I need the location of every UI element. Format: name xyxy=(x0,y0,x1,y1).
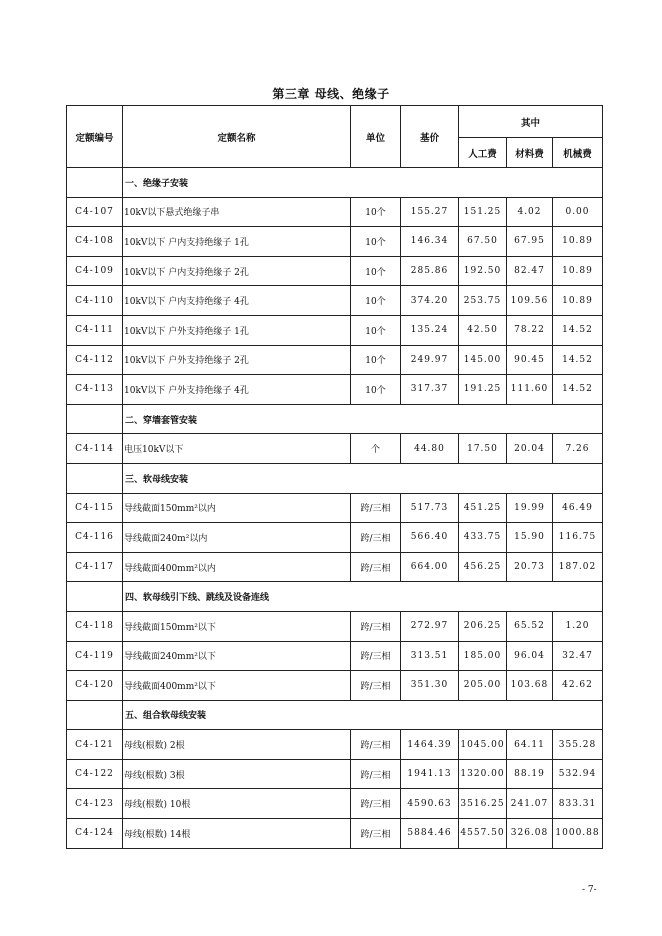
cell-material: 241.07 xyxy=(507,789,553,819)
cell-machinery: 833.31 xyxy=(553,789,603,819)
header-machinery: 机械费 xyxy=(553,138,603,168)
cell-unit: 跨/三相 xyxy=(351,611,401,641)
cell-material: 109.56 xyxy=(507,286,553,316)
quota-table xyxy=(66,105,603,849)
cell-base-price: 5884.46 xyxy=(401,819,459,849)
cell-machinery: 14.52 xyxy=(553,315,603,345)
cell-labor: 67.50 xyxy=(459,227,507,257)
header-code: 定额编号 xyxy=(67,106,123,168)
section-title: 四、软母线引下线、跳线及设备连线 xyxy=(123,582,603,612)
cell-labor: 456.25 xyxy=(459,552,507,582)
cell-unit: 10个 xyxy=(351,227,401,257)
cell-unit: 10个 xyxy=(351,256,401,286)
cell-labor: 185.00 xyxy=(459,641,507,671)
cell-code: C4-124 xyxy=(67,819,123,849)
section-title: 一、绝缘子安装 xyxy=(123,168,603,198)
cell-code: C4-112 xyxy=(67,345,123,375)
cell-base-price: 272.97 xyxy=(401,611,459,641)
header-base-price: 基价 xyxy=(401,106,459,168)
cell-machinery: 42.62 xyxy=(553,671,603,701)
cell-material: 15.90 xyxy=(507,523,553,553)
header-name: 定额名称 xyxy=(123,106,351,168)
table-row xyxy=(67,730,603,760)
cell-machinery: 32.47 xyxy=(553,641,603,671)
table-row xyxy=(67,611,603,641)
table-row xyxy=(67,493,603,523)
cell-code: C4-117 xyxy=(67,552,123,582)
cell-name: 导线截面240mm²以下 xyxy=(123,641,351,671)
cell-unit: 10个 xyxy=(351,375,401,405)
table-row xyxy=(67,345,603,375)
cell-code: C4-119 xyxy=(67,641,123,671)
table-row xyxy=(67,819,603,849)
table-body xyxy=(67,168,603,849)
cell-labor: 433.75 xyxy=(459,523,507,553)
cell-material: 20.73 xyxy=(507,552,553,582)
table-row xyxy=(67,552,603,582)
cell-unit: 跨/三相 xyxy=(351,759,401,789)
cell-material: 111.60 xyxy=(507,375,553,405)
cell-name: 10kV以下 户外支持绝缘子 1孔 xyxy=(123,315,351,345)
cell-name: 导线截面240m²以内 xyxy=(123,523,351,553)
cell-base-price: 351.30 xyxy=(401,671,459,701)
cell-machinery: 10.89 xyxy=(553,227,603,257)
section-row xyxy=(67,404,603,434)
section-title: 五、组合软母线安装 xyxy=(123,700,603,730)
section-code-cell xyxy=(67,463,123,493)
cell-code: C4-111 xyxy=(67,315,123,345)
cell-base-price: 1941.13 xyxy=(401,759,459,789)
cell-base-price: 566.40 xyxy=(401,523,459,553)
cell-material: 326.08 xyxy=(507,819,553,849)
section-title: 二、穿墙套管安装 xyxy=(123,404,603,434)
cell-labor: 4557.50 xyxy=(459,819,507,849)
table-row xyxy=(67,523,603,553)
cell-machinery: 355.28 xyxy=(553,730,603,760)
cell-machinery: 46.49 xyxy=(553,493,603,523)
cell-material: 78.22 xyxy=(507,315,553,345)
table-row xyxy=(67,286,603,316)
cell-name: 母线(根数) 10根 xyxy=(123,789,351,819)
cell-name: 母线(根数) 14根 xyxy=(123,819,351,849)
cell-code: C4-122 xyxy=(67,759,123,789)
cell-name: 10kV以下 户外支持绝缘子 2孔 xyxy=(123,345,351,375)
table-row xyxy=(67,789,603,819)
table-row xyxy=(67,671,603,701)
cell-code: C4-115 xyxy=(67,493,123,523)
cell-name: 10kV以下 户内支持绝缘子 4孔 xyxy=(123,286,351,316)
cell-code: C4-114 xyxy=(67,434,123,464)
page-number: - 7- xyxy=(582,885,597,895)
cell-code: C4-123 xyxy=(67,789,123,819)
table-row xyxy=(67,375,603,405)
cell-material: 4.02 xyxy=(507,197,553,227)
header-of-which: 其中 xyxy=(459,106,603,138)
cell-base-price: 135.24 xyxy=(401,315,459,345)
cell-labor: 151.25 xyxy=(459,197,507,227)
section-row xyxy=(67,700,603,730)
section-code-cell xyxy=(67,404,123,434)
cell-code: C4-109 xyxy=(67,256,123,286)
table-row xyxy=(67,434,603,464)
cell-unit: 跨/三相 xyxy=(351,671,401,701)
cell-name: 导线截面400mm²以内 xyxy=(123,552,351,582)
cell-unit: 个 xyxy=(351,434,401,464)
cell-machinery: 0.00 xyxy=(553,197,603,227)
cell-material: 103.68 xyxy=(507,671,553,701)
cell-labor: 145.00 xyxy=(459,345,507,375)
header-unit: 单位 xyxy=(351,106,401,168)
table-row xyxy=(67,759,603,789)
header-material: 材料费 xyxy=(507,138,553,168)
table-row xyxy=(67,227,603,257)
cell-unit: 跨/三相 xyxy=(351,789,401,819)
cell-unit: 跨/三相 xyxy=(351,523,401,553)
cell-material: 65.52 xyxy=(507,611,553,641)
cell-material: 67.95 xyxy=(507,227,553,257)
cell-name: 10kV以下 户外支持绝缘子 4孔 xyxy=(123,375,351,405)
section-code-cell xyxy=(67,700,123,730)
cell-material: 88.19 xyxy=(507,759,553,789)
cell-code: C4-121 xyxy=(67,730,123,760)
cell-name: 10kV以下 户内支持绝缘子 2孔 xyxy=(123,256,351,286)
cell-base-price: 155.27 xyxy=(401,197,459,227)
cell-name: 母线(根数) 3根 xyxy=(123,759,351,789)
cell-code: C4-107 xyxy=(67,197,123,227)
cell-code: C4-108 xyxy=(67,227,123,257)
cell-base-price: 146.34 xyxy=(401,227,459,257)
cell-base-price: 317.37 xyxy=(401,375,459,405)
cell-labor: 1045.00 xyxy=(459,730,507,760)
cell-base-price: 313.51 xyxy=(401,641,459,671)
cell-name: 母线(根数) 2根 xyxy=(123,730,351,760)
cell-base-price: 249.97 xyxy=(401,345,459,375)
section-code-cell xyxy=(67,582,123,612)
cell-unit: 跨/三相 xyxy=(351,641,401,671)
cell-labor: 17.50 xyxy=(459,434,507,464)
cell-name: 导线截面150mm²以内 xyxy=(123,493,351,523)
cell-name: 导线截面400mm²以下 xyxy=(123,671,351,701)
cell-name: 电压10kV以下 xyxy=(123,434,351,464)
cell-labor: 451.25 xyxy=(459,493,507,523)
cell-labor: 42.50 xyxy=(459,315,507,345)
cell-labor: 192.50 xyxy=(459,256,507,286)
table-row xyxy=(67,641,603,671)
cell-material: 20.04 xyxy=(507,434,553,464)
cell-code: C4-118 xyxy=(67,611,123,641)
cell-unit: 跨/三相 xyxy=(351,730,401,760)
cell-code: C4-120 xyxy=(67,671,123,701)
cell-labor: 253.75 xyxy=(459,286,507,316)
cell-material: 82.47 xyxy=(507,256,553,286)
section-code-cell xyxy=(67,168,123,198)
cell-base-price: 374.20 xyxy=(401,286,459,316)
table-row xyxy=(67,256,603,286)
cell-name: 导线截面150mm²以下 xyxy=(123,611,351,641)
cell-material: 96.04 xyxy=(507,641,553,671)
section-row xyxy=(67,463,603,493)
cell-unit: 跨/三相 xyxy=(351,819,401,849)
cell-unit: 10个 xyxy=(351,286,401,316)
cell-unit: 10个 xyxy=(351,315,401,345)
page-title: 第三章 母线、绝缘子 xyxy=(272,87,390,101)
header-labor: 人工费 xyxy=(459,138,507,168)
cell-code: C4-110 xyxy=(67,286,123,316)
cell-base-price: 517.73 xyxy=(401,493,459,523)
cell-labor: 3516.25 xyxy=(459,789,507,819)
cell-machinery: 187.02 xyxy=(553,552,603,582)
cell-material: 90.45 xyxy=(507,345,553,375)
cell-material: 64.11 xyxy=(507,730,553,760)
cell-unit: 跨/三相 xyxy=(351,552,401,582)
cell-material: 19.99 xyxy=(507,493,553,523)
section-title: 三、软母线安装 xyxy=(123,463,603,493)
cell-labor: 205.00 xyxy=(459,671,507,701)
cell-labor: 191.25 xyxy=(459,375,507,405)
cell-code: C4-113 xyxy=(67,375,123,405)
cell-machinery: 1000.88 xyxy=(553,819,603,849)
cell-machinery: 532.94 xyxy=(553,759,603,789)
cell-unit: 10个 xyxy=(351,345,401,375)
cell-machinery: 7.26 xyxy=(553,434,603,464)
cell-code: C4-116 xyxy=(67,523,123,553)
section-row xyxy=(67,582,603,612)
cell-unit: 跨/三相 xyxy=(351,493,401,523)
cell-base-price: 285.86 xyxy=(401,256,459,286)
cell-base-price: 44.80 xyxy=(401,434,459,464)
cell-machinery: 10.89 xyxy=(553,256,603,286)
cell-labor: 206.25 xyxy=(459,611,507,641)
cell-machinery: 1.20 xyxy=(553,611,603,641)
cell-base-price: 1464.39 xyxy=(401,730,459,760)
cell-unit: 10个 xyxy=(351,197,401,227)
cell-labor: 1320.00 xyxy=(459,759,507,789)
cell-base-price: 4590.63 xyxy=(401,789,459,819)
cell-machinery: 14.52 xyxy=(553,345,603,375)
table-row xyxy=(67,315,603,345)
cell-machinery: 14.52 xyxy=(553,375,603,405)
cell-base-price: 664.00 xyxy=(401,552,459,582)
cell-name: 10kV以下 户内支持绝缘子 1孔 xyxy=(123,227,351,257)
cell-machinery: 10.89 xyxy=(553,286,603,316)
cell-machinery: 116.75 xyxy=(553,523,603,553)
cell-name: 10kV以下悬式绝缘子串 xyxy=(123,197,351,227)
table-row xyxy=(67,197,603,227)
section-row xyxy=(67,168,603,198)
